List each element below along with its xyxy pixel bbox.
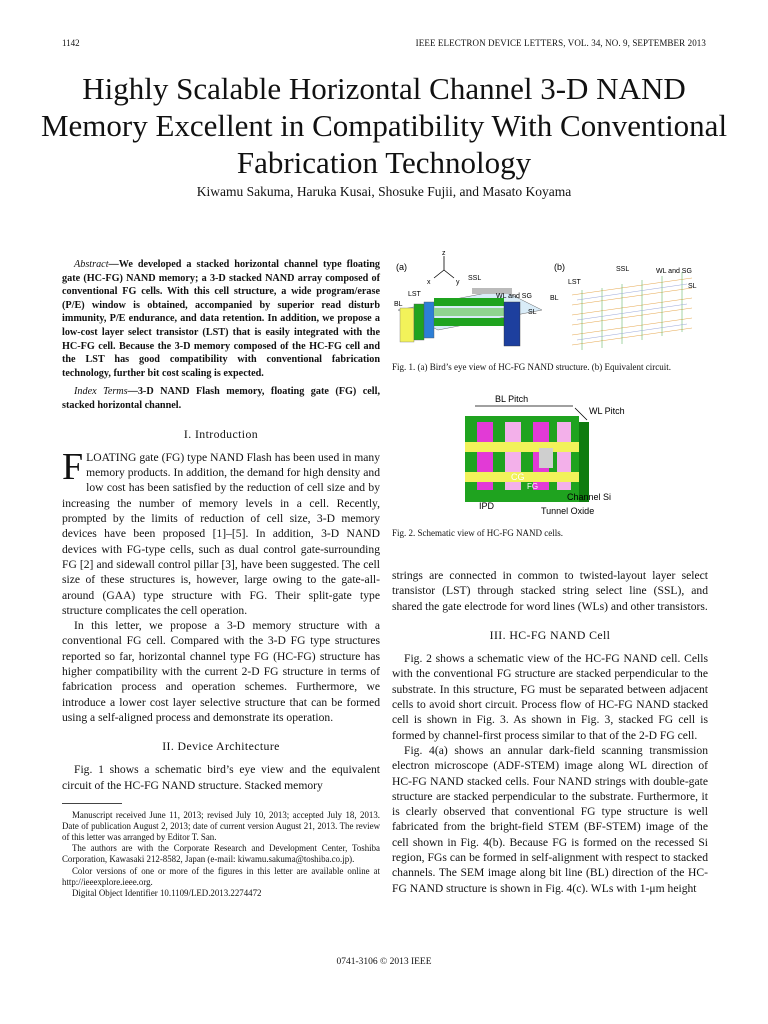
figure-2-caption: Fig. 2. Schematic view of HC-FG NAND cells. (392, 528, 563, 538)
paper-title: Highly Scalable Horizontal Channel 3-D NAND Memory Excellent in Compatibility With Conventional Fabrication Technology (40, 71, 728, 180)
footnote-divider (62, 803, 122, 804)
fig1-label-a: (a) (396, 262, 407, 272)
page-number: 1142 (62, 38, 80, 48)
index-terms-label: Index Terms (74, 386, 128, 398)
fig2-label-ipd: IPD (479, 501, 495, 511)
cell-paragraph-1: Fig. 2 shows a schematic view of the HC-FG NAND cell. Cells with the conventional FG structure are stacked perpendicular to the substrate. In this structure, FG must be separated between adjacent cells to avoid short circuit. Process flow of HC-FG NAND stacked cell is shown in Fig. 3. As shown in Fig. 3, stacked FG cell is formed by channel-first process similar to that of the 2-D FG cell. (392, 652, 708, 742)
footnotes (62, 810, 380, 899)
fig1-label-sl-b: SL (688, 283, 697, 290)
fig1-circuit (572, 272, 692, 350)
index-terms-text: 3-D NAND Flash memory, floating gate (FG) cell, stacked horizontal channel. (62, 386, 380, 411)
fig2-label-fg: FG (527, 482, 539, 491)
section-heading-hc-fg-nand-cell: III. HC-FG NAND Cell (489, 627, 611, 642)
architecture-paragraph-1-continued: strings are connected in common to twisted-layout layer select transistor (LST) through stacked string select line (SSL), and shared the gate electrode for word lines (WLs) and other transistors. (392, 569, 708, 613)
fig2-label-tunnel-oxide: Tunnel Oxide (541, 506, 595, 516)
fig1-label-sl-a: SL (528, 309, 537, 316)
fig1-label-wl-sg-a: WL and SG (496, 293, 532, 300)
fig1-axis-y: y (456, 279, 460, 286)
intro-paragraph-2: In this letter, we propose a 3-D memory structure with a conventional FG cell. Compared with the 3-D FG type structures reported so far, horizontal channel type FG (HC-FG) structure has higher compatibility with the current 2-D FG structure in terms of fabrication process and operation schemes. Furthermore, we introduce a lower cost layer selective structure that can be formed using a self-aligned process and demonstrate its operation. (62, 619, 380, 724)
fig2-label-bl-pitch: BL Pitch (495, 394, 529, 404)
footnote-affiliation: The authors are with the Corporate Research and Development Center, Toshiba Corporation, Kawasaki 212-8582, Japan (e-mail: kiwamu.sakuma@toshiba.co.jp). (62, 843, 380, 865)
fig1-label-bl-b: BL (550, 295, 559, 302)
figure-2-diagram (455, 392, 655, 522)
fig1-label-b: (b) (554, 262, 565, 272)
cell-paragraph-2: Fig. 4(a) shows an annular dark-field scanning transmission electron microscope (ADF-STEM) image along WL direction of HC-FG NAND stacked cells. Four NAND strings with double-gate structure are stacked perpendicular to the substrate. Furthermore, it is clearly observed that conventional FG type structure is well fabricated from the bright-field STEM (BF-STEM) image of the cell shown in Fig. 4(b). Because FG is formed on the recessed Si region, FGs can be formed in self-alignment with respect to stacked channels. The SEM image along bit line (BL) direction of the HC-FG NAND structure is shown in Fig. 4(c). WLs with 1-μm height (392, 743, 708, 895)
fig1-axis-x: x (427, 279, 431, 286)
right-column (392, 568, 708, 896)
fig2-label-channel-si: Channel Si (567, 492, 612, 502)
architecture-paragraph-1: Fig. 1 shows a schematic bird’s eye view and the equivalent circuit of the HC-FG NAND structure. Stacked memory (62, 763, 380, 792)
fig1-label-ssl-a: SSL (468, 275, 482, 282)
author-list: Kiwamu Sakuma, Haruka Kusai, Shosuke Fujii, and Masato Koyama (196, 184, 572, 199)
fig2-label-wl-pitch: WL Pitch (589, 406, 625, 416)
footnote-manuscript: Manuscript received June 11, 2013; revised July 10, 2013; accepted July 18, 2013. Date of publication August 2, 2013; date of current version August 21, 2013. The review of this letter was arranged by Editor T. San. (62, 810, 380, 843)
fig1-axis-z: z (442, 250, 446, 257)
fig2-label-cg: CG (511, 472, 525, 482)
index-terms: Index Terms—3-D NAND Flash memory, floating gate (FG) cell, stacked horizontal channel. (62, 386, 380, 411)
figure-1-diagram (392, 250, 712, 360)
fig1-label-lst-b: LST (568, 279, 581, 286)
abstract: Abstract—We developed a stacked horizontal channel type floating gate (HC-FG) NAND memory; a 3-D stacked NAND array composed of conventional FG cells. With this cell structure, a wide program/erase (P/E) window is obtained, accompanied by superior read disturb immunity, P/E endurance, and data retention. In addition, we propose a low-cost layer select transistor (LST) that is easily integrated with the HC-FG cell. Because the 3-D memory composed of the HC-FG cell and the LST has good compatibility with conventional fabrication technology, further bit cost scaling is expected. (62, 259, 380, 379)
fig1-axes (434, 256, 454, 278)
section-heading-device-architecture: II. Device Architecture (162, 739, 280, 754)
fig1-label-lst-a: LST (408, 291, 421, 298)
footnote-color-versions: Color versions of one or more of the figures in this letter are available online at http://ieeexplore.ieee.org. (62, 865, 380, 887)
drop-cap: F (62, 445, 84, 488)
left-column (62, 258, 380, 899)
abstract-label: Abstract (74, 259, 109, 270)
abstract-text: We developed a stacked horizontal channel type floating gate (HC-FG) NAND memory; a 3-D stacked NAND array composed of conventional FG cells. With this cell structure, a wide program/erase (P/E) window is obtained, accompanied by superior read disturb immunity, P/E endurance, and data retention. In addition, we propose a low-cost layer select transistor (LST) that is easily integrated with the HC-FG cell. Because the 3-D memory composed of the HC-FG cell and the LST has good compatibility with conventional fabrication technology, further bit cost scaling is expected. (62, 259, 380, 379)
intro-paragraph-1 (62, 445, 380, 618)
journal-header: IEEE ELECTRON DEVICE LETTERS, VOL. 34, NO. 9, SEPTEMBER 2013 (415, 38, 706, 48)
fig1-label-bl-a: BL (394, 301, 403, 308)
section-heading-introduction: I. Introduction (183, 426, 259, 441)
fig1-label-ssl-b: SSL (616, 266, 630, 273)
intro-paragraph-1-text: LOATING gate (FG) type NAND Flash has been used in many memory products. In addition, the demand for high density and low cost has been satisfied by the reduction of cell size and by increasing the number of memory levels in a cell. Recently, prompted by the limits of reduction of cell size, 3-D memory devices have been proposed [1]–[5]. In addition, 3-D NAND devices with FG-type cells, such as dual control gate-surrounding FG [2] and sidewall control pillar [3], have been suggested. The cell size of these structures is, however, large owing to the gate-all-around (GAA) type structure with FG. Their split-gate type structure complicates the cell operation. (62, 450, 380, 617)
copyright-footer: 0741-3106 © 2013 IEEE (336, 957, 432, 967)
figure-1-caption: Fig. 1. (a) Bird’s eye view of HC-FG NAND structure. (b) Equivalent circuit. (392, 362, 671, 372)
fig1-label-wl-sg-b: WL and SG (656, 268, 692, 275)
footnote-doi: Digital Object Identifier 10.1109/LED.2013.2274472 (72, 887, 262, 898)
